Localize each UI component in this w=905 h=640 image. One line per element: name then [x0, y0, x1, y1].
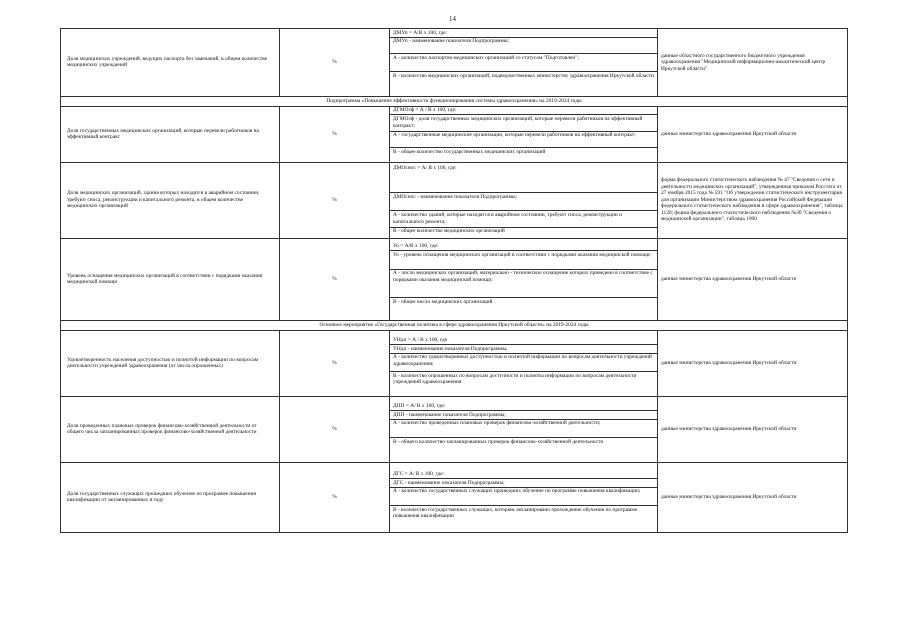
- formula-line: УНдп - наименование показателя Подпрограммы;: [390, 345, 657, 354]
- formula-line: В - количество медицинских организаций, подведомственных министерству здравоохранения Иркутской области: [393, 73, 654, 80]
- formula-line: В - общее количество государственных медицинских организаций: [393, 148, 546, 155]
- formula-line: ДПП = А/ В х 100, где:: [390, 403, 657, 412]
- indicator-source: данные министерства здравоохранения Иркутской области: [658, 106, 848, 162]
- formula-line: ДГМОэф - доля государственных медицинских организаций, которые перевели работников на эффективный контракт;: [390, 115, 657, 131]
- formula-line: ДМОснос - наименование показателя Подпрограммы;: [390, 193, 657, 211]
- formula-line: А - количество государственных служащих прошедших обучение по программе повышения квалификации;: [390, 488, 657, 506]
- formula-line: Уо = А/В х 100, где:: [390, 243, 657, 252]
- indicator-formula: [390, 238, 658, 320]
- formula-line: Уо - уровень оснащения медицинских организаций в соответствии с порядками оказания медицинской помощи;: [390, 251, 657, 269]
- indicator-formula: [390, 330, 658, 396]
- indicator-formula: [390, 162, 658, 238]
- formula-line: ДМУп - наименование показателя Подпрограммы;: [390, 38, 657, 54]
- indicator-formula: [390, 462, 658, 532]
- indicator-unit: %: [280, 162, 390, 238]
- indicator-formula: [390, 106, 658, 162]
- section-header-row: [61, 96, 848, 106]
- formula-line: ДГС = А/ В х 100, где:: [390, 471, 657, 480]
- formula-line: В - общее количество медицинских организаций: [393, 228, 505, 235]
- indicator-row: [61, 162, 848, 238]
- indicator-row: [61, 330, 848, 396]
- section-title: Основное мероприятие «Государственная политика в сфере здравоохранения Иркутской области» на 2019-2024 годы: [61, 320, 848, 330]
- formula-line: А - количество удовлетворенных доступностью и полнотой информации по вопросам деятельности учреждений здравоохранения;: [390, 354, 657, 372]
- formula-line: В - количество опрошенных по вопросам доступности и полноты информации по вопросам деятельности учреждений здравоохранения: [393, 372, 637, 386]
- indicator-unit: %: [280, 106, 390, 162]
- formula-line: УНдп = А / В х 100, где: [390, 337, 657, 346]
- formula-line: В - количество государственных служащих, которым запланировано прохождение обучения по программе повышения квалификации: [393, 506, 638, 520]
- indicator-row: [61, 462, 848, 532]
- indicator-row: [61, 29, 848, 97]
- indicator-source: данные областного государственного бюджетного учреждения здравоохранения "Медицинский информационно-аналитический центр Иркутской области": [658, 29, 848, 97]
- section-header-row: [61, 320, 848, 330]
- formula-line: ДМОснос = А/ В х 100, где:: [390, 165, 657, 193]
- section-title: Подпрограмма «Повышение эффективности функционирования системы здравоохранения» на 2019-2024 годы: [61, 96, 848, 106]
- indicator-name: Доля проведенных плановых проверок финансово-хозяйственной деятельности от общего числа запланированных проверок финансово-хозяйственной деятельности: [61, 396, 280, 462]
- formula-line: А - количество паспортов медицинских организаций со статусом "Подготовлен";: [390, 54, 657, 72]
- indicator-name: Удовлетворенность населения доступностью и полнотой информации по вопросам деятельности учреждений здравоохранения (от числа опрошенных): [61, 330, 280, 396]
- indicator-source: данные министерства здравоохранения Иркутской области: [658, 330, 848, 396]
- indicator-row: [61, 238, 848, 320]
- indicator-unit: %: [280, 238, 390, 320]
- formula-line: А - государственные медицинские организации, которые перевели работников на эффективный контракт;: [390, 132, 657, 148]
- indicator-name: Доля медицинских учреждений, ведущих паспорта без замечаний, в общем количестве медицинских учреждений: [61, 29, 280, 97]
- formula-line: А - количество зданий, которые находятся в аварийном состоянии, требуют сноса, реконструкции и капитального ремонта;: [390, 211, 657, 227]
- indicators-table-body: [61, 29, 848, 533]
- indicator-unit: %: [280, 396, 390, 462]
- indicator-name: Доля государственных медицинских организаций, которые перевели работников на эффективный контракт: [61, 106, 280, 162]
- page-number: 14: [449, 15, 456, 23]
- indicator-name: Доля государственных служащих прошедших обучение по программе повышения квалификации от запланированных в году: [61, 462, 280, 532]
- formula-line: ДГМОэф = А / В х 100, где:: [390, 107, 657, 116]
- indicator-formula: [390, 396, 658, 462]
- indicator-name: Уровень оснащения медицинских организаций в соответствии с порядками оказания медицинской помощи: [61, 238, 280, 320]
- indicator-unit: %: [280, 29, 390, 97]
- formula-line: ДПП - наименование показателя Подпрограммы;: [390, 411, 657, 420]
- indicator-unit: %: [280, 462, 390, 532]
- indicator-source: данные министерства здравоохранения Иркутской области: [658, 396, 848, 462]
- formula-line: ДМУп = А/В х 100, где:: [390, 29, 657, 38]
- formula-line: В - общее число медицинских организаций: [393, 298, 493, 305]
- indicator-formula: [390, 29, 658, 97]
- indicator-source: форма федерального статистического наблюдения № 47 "Сведения о сети и деятельности медицинских организаций", утвержденная приказом Росстата от 27 ноября 2015 года № 591 "Об утверждении статистического инструментария для организации Министерством здравоохранения Российской Федерации федерального статистического наблюдения в сфере здравоохранения", таблица 1120; форма федерального статистического наблюдения №30 "Сведения о медицинской организации", таблица 1000: [658, 162, 848, 238]
- formula-line: ДГС - наименование показателя Подпрограммы;: [390, 479, 657, 488]
- indicator-unit: %: [280, 330, 390, 396]
- indicator-name: Доля медицинских организаций, здания которых находятся в аварийном состоянии, требуют сноса, реконструкции и капитального ремонта, в общем количестве медицинских организаций: [61, 162, 280, 238]
- indicator-source: данные министерства здравоохранения Иркутской области: [658, 462, 848, 532]
- indicator-source: данные министерства здравоохранения Иркутской области: [658, 238, 848, 320]
- formula-line: А - количество проведенных плановых проверок финансово-хозяйственной деятельности;: [390, 420, 657, 438]
- indicators-table: [60, 28, 848, 533]
- formula-line: В - общего количество запланированных проверок финансово-хозяйственной деятельности: [393, 438, 604, 445]
- formula-line: А - число медицинских организаций, материально - техническое оснащение которых приведено в соответствие с порядками оказания медицинской помощи;: [390, 270, 657, 298]
- indicator-row: [61, 396, 848, 462]
- indicator-row: [61, 106, 848, 162]
